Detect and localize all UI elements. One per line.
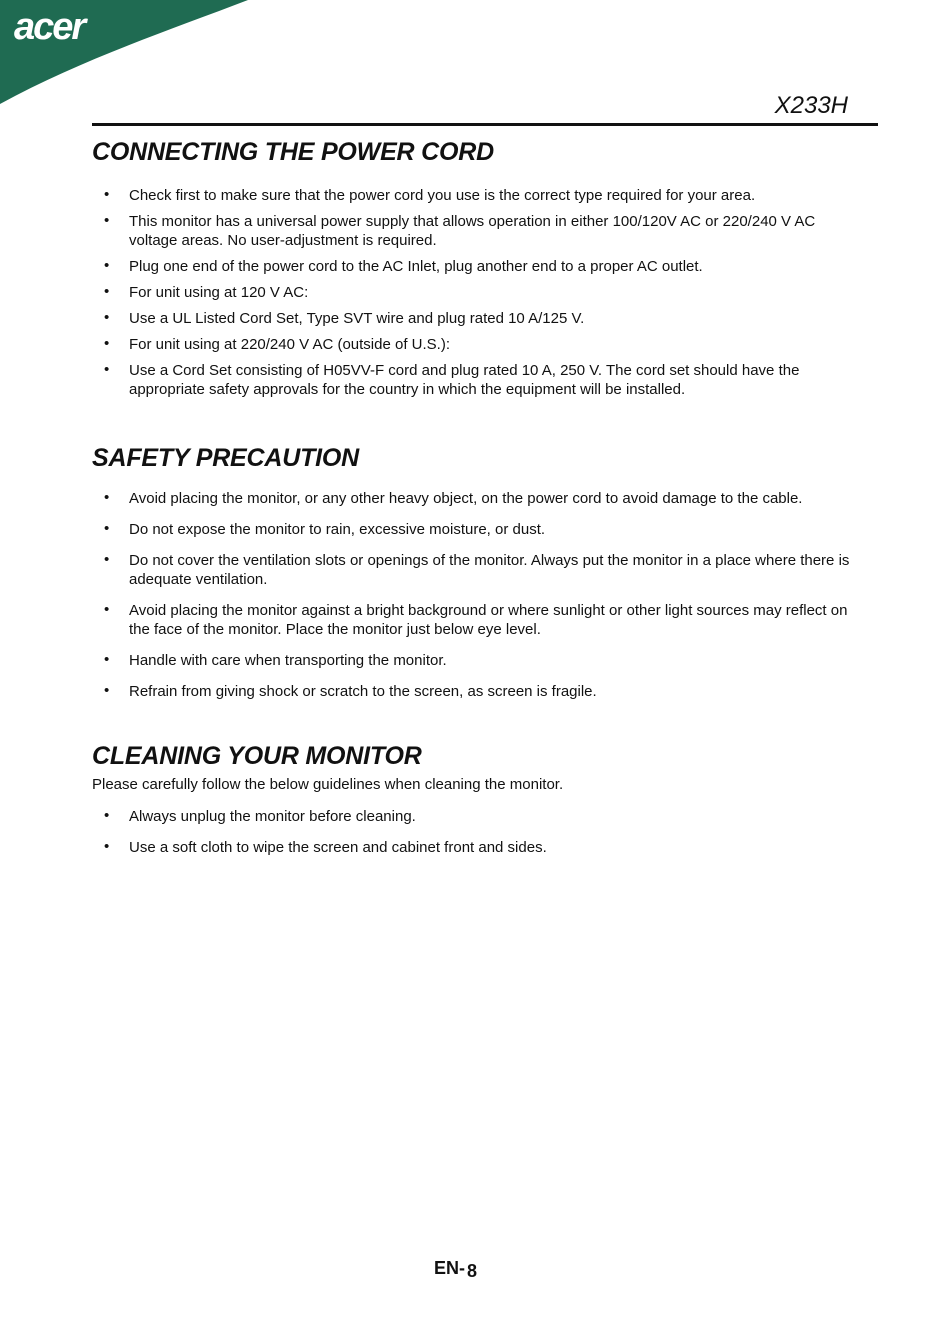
list-item: • Handle with care when transporting the monitor. bbox=[104, 651, 447, 669]
list-item: • Avoid placing the monitor against a bright background or where sunlight or other light sources may reflect on the face of the monitor. Place the monitor just below eye level. bbox=[104, 601, 848, 638]
page-number-value: 8 bbox=[467, 1261, 478, 1281]
section-cleaning-monitor bbox=[92, 742, 852, 857]
bullet-icon: • bbox=[104, 335, 110, 352]
section-title: CLEANING YOUR MONITOR bbox=[92, 742, 422, 770]
bullet-icon: • bbox=[104, 361, 110, 378]
section-intro: Please carefully follow the below guidelines when cleaning the monitor. bbox=[92, 776, 564, 793]
list-item: • For unit using at 220/240 V AC (outside of U.S.): bbox=[104, 335, 451, 353]
list-item: • Use a UL Listed Cord Set, Type SVT wire and plug rated 10 A/125 V. bbox=[104, 309, 585, 327]
bullet-icon: • bbox=[104, 807, 110, 824]
list-item: • Refrain from giving shock or scratch to the screen, as screen is fragile. bbox=[104, 682, 597, 700]
section-title: SAFETY PRECAUTION bbox=[92, 444, 359, 472]
acer-logo: acer bbox=[14, 6, 85, 48]
bullet-icon: • bbox=[104, 551, 110, 568]
bullet-icon: • bbox=[104, 309, 110, 326]
bullet-icon: • bbox=[104, 651, 110, 668]
model-number: X233H bbox=[774, 92, 848, 119]
bullet-icon: • bbox=[104, 283, 110, 300]
bullet-icon: • bbox=[104, 682, 110, 699]
page-prefix: EN- bbox=[434, 1258, 465, 1278]
bullet-icon: • bbox=[104, 257, 110, 274]
brand-corner bbox=[0, 0, 260, 110]
page-number bbox=[434, 1258, 477, 1279]
list-item: • Do not cover the ventilation slots or openings of the monitor. Always put the monitor in a place where there is adequate ventilation. bbox=[104, 551, 850, 588]
bullet-icon: • bbox=[104, 212, 110, 229]
bullet-icon: • bbox=[104, 489, 110, 506]
bullet-list bbox=[92, 489, 852, 701]
list-item: • Avoid placing the monitor, or any other heavy object, on the power cord to avoid damage to the cable. bbox=[104, 489, 803, 507]
section-title: CONNECTING THE POWER CORD bbox=[92, 138, 494, 166]
list-item: • This monitor has a universal power supply that allows operation in either 100/120V AC or 220/240 V AC voltage areas. No user-adjustment is required. bbox=[104, 212, 816, 249]
list-item: • Plug one end of the power cord to the AC Inlet, plug another end to a proper AC outlet. bbox=[104, 257, 703, 275]
list-item: • Use a soft cloth to wipe the screen and cabinet front and sides. bbox=[104, 838, 547, 856]
bullet-list bbox=[92, 186, 852, 399]
list-item: • For unit using at 120 V AC: bbox=[104, 283, 309, 301]
page-content bbox=[92, 138, 852, 869]
bullet-icon: • bbox=[104, 186, 110, 203]
list-item: • Do not expose the monitor to rain, excessive moisture, or dust. bbox=[104, 520, 546, 538]
bullet-list bbox=[92, 807, 852, 857]
header-rule bbox=[92, 123, 878, 126]
section-power-cord bbox=[92, 138, 852, 399]
bullet-icon: • bbox=[104, 601, 110, 618]
bullet-icon: • bbox=[104, 838, 110, 855]
list-item: • Use a Cord Set consisting of H05VV-F cord and plug rated 10 A, 250 V. The cord set should have the appropriate safety approvals for the country in which the equipment will be installed. bbox=[104, 361, 800, 398]
list-item: • Check first to make sure that the power cord you use is the correct type required for your area. bbox=[104, 186, 756, 204]
bullet-icon: • bbox=[104, 520, 110, 537]
list-item: • Always unplug the monitor before cleaning. bbox=[104, 807, 416, 825]
section-safety-precaution bbox=[92, 444, 852, 701]
